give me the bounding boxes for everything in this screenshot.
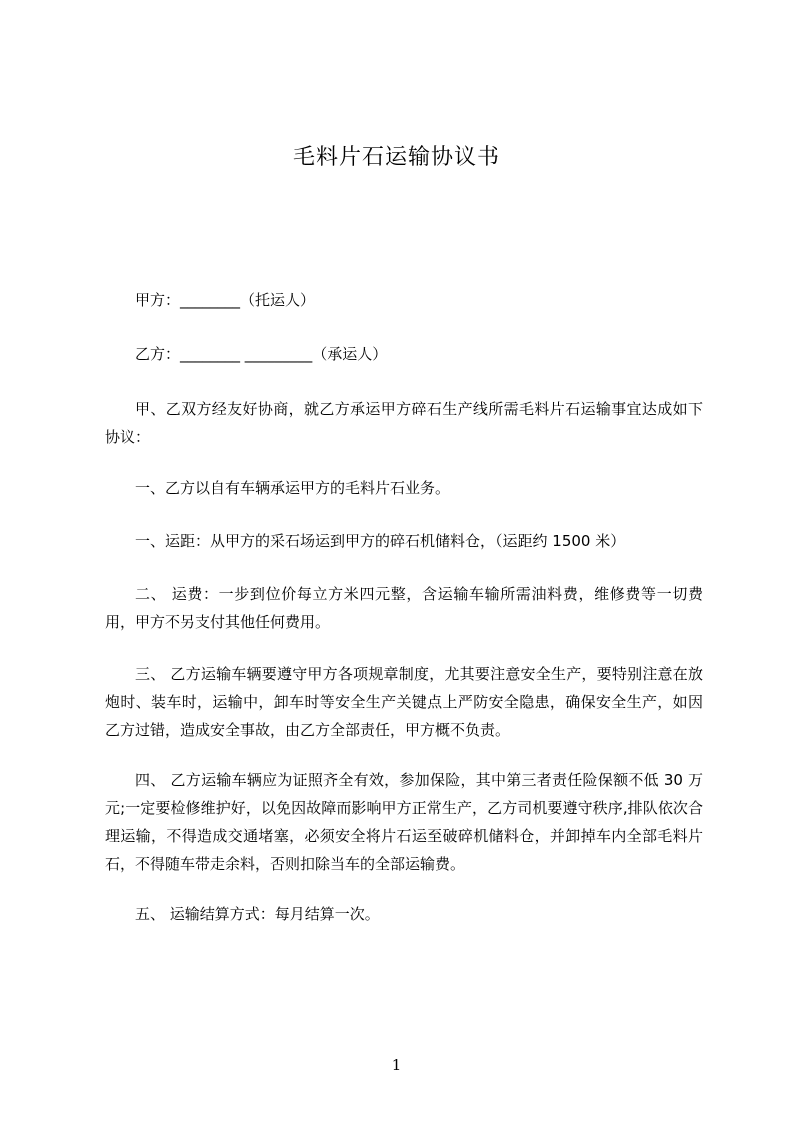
clause-3-safety: 三、 乙方运输车辆要遵守甲方各项规章制度，尤其要注意安全生产，要特别注意在放炮时、装车时，运输中，卸车时等安全生产关键点上严防安全隐患，确保安全生产，如因乙方过错，造成安全事故，由乙方全部责任，甲方概不负责。 [105,665,703,739]
clause-4-vehicles: 四、 乙方运输车辆应为证照齐全有效，参加保险，其中第三者责任险保额不低 30 万元;一定要检修维护好，以免因故障而影响甲方正常生产，乙方司机要遵守秩序,排队依次合理运输，不得造成交通堵塞，必须安全将片石运至破碎机储料仓，并卸掉车内全部毛料片石，不得随车带走余料，否则扣除当车的全部运输费。 [105,771,703,873]
clause-1: 一、乙方以自有车辆承运甲方的毛料片石业务。 [135,479,451,497]
clause-2-fee: 二、 运费：一步到位价每立方米四元整，含运输车输所需油料费，维修费等一切费用，甲方不另支付其他任何费用。 [105,585,703,631]
party-b-line: 乙方：________ _________（承运人） [135,345,388,363]
party-a-line: 甲方：________（托运人） [135,291,316,309]
clause-5-settlement: 五、 运输结算方式：每月结算一次。 [135,905,380,923]
page-number: 1 [391,1056,402,1074]
document-title: 毛料片石运输协议书 [292,145,500,170]
preamble-paragraph: 甲、乙双方经友好协商，就乙方承运甲方碎石生产线所需毛料片石运输事宜达成如下协议： [105,400,703,446]
clause-distance: 一、运距：从甲方的采石场运到甲方的碎石机储料仓，（运距约 1500 米） [135,532,626,550]
